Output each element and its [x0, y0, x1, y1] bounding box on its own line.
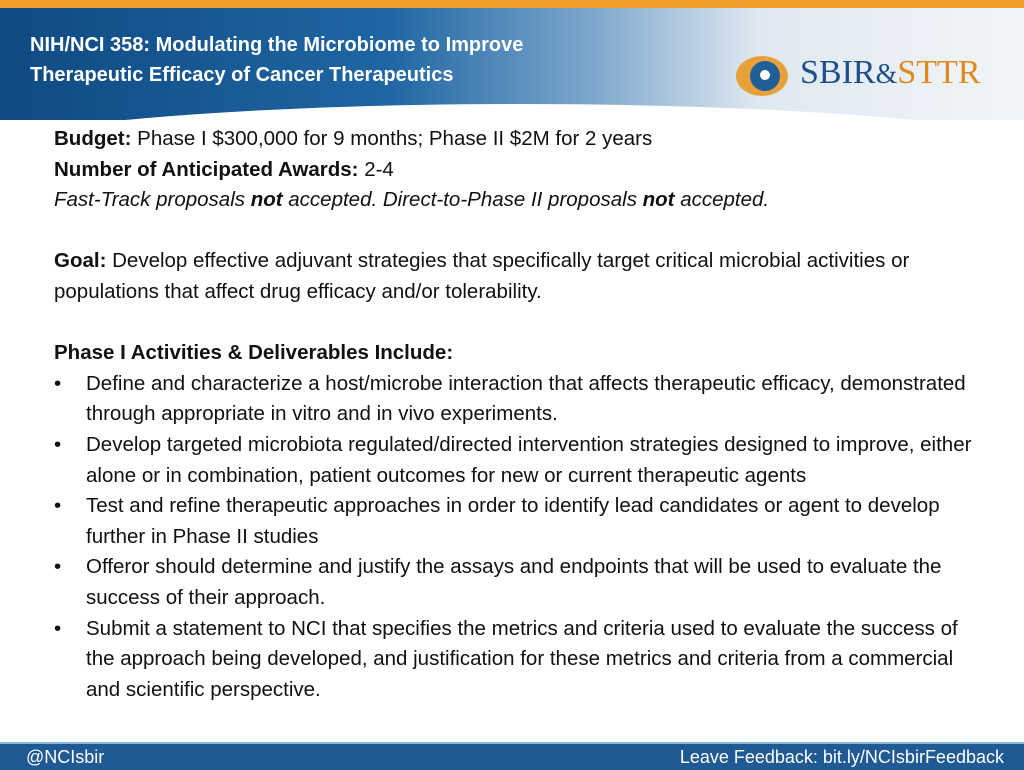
- twitter-handle: @NCIsbir: [26, 747, 105, 767]
- logo-swirl-icon: [736, 56, 788, 96]
- slide-title-line-1: NIH/NCI 358: Modulating the Microbiome to Improve: [30, 34, 524, 56]
- sbir-sttr-logo: [736, 52, 1016, 104]
- slide-body: [54, 124, 984, 705]
- slide-header: [0, 8, 1024, 120]
- list-item: [54, 491, 984, 552]
- list-item-text: Develop targeted microbiota regulated/directed intervention strategies designed to improve, either alone or in combination, patient outcomes for new or current therapeutic agents: [86, 432, 972, 487]
- bullet-icon: •: [54, 371, 62, 395]
- fasttrack-not-2: not: [642, 188, 675, 212]
- header-curve: [0, 104, 1024, 120]
- feedback-link[interactable]: Leave Feedback: bit.ly/NCIsbirFeedback: [679, 747, 1004, 767]
- fasttrack-line: [54, 185, 984, 216]
- awards-line: [54, 155, 984, 186]
- goal-label: Goal:: [54, 249, 107, 273]
- fasttrack-text-3: accepted.: [674, 188, 770, 212]
- list-item-text: Submit a statement to NCI that specifies the metrics and criteria used to evaluate the success of the approach being developed, and justification for these metrics and criteria from a commercial and scientific perspective.: [86, 616, 958, 701]
- phase1-list: [54, 369, 984, 706]
- awards-label: Number of Anticipated Awards:: [54, 157, 359, 181]
- slide-footer: [0, 742, 1024, 770]
- list-item-text: Test and refine therapeutic approaches in order to identify lead candidates or agent to develop further in Phase II studies: [86, 494, 940, 548]
- budget-line: [54, 124, 984, 155]
- bullet-icon: •: [54, 432, 62, 456]
- list-item: [54, 614, 984, 706]
- logo-sbir-text: SBIR: [800, 54, 876, 91]
- budget-text: Phase I $300,000 for 9 months; Phase II $2M for 2 years: [137, 127, 653, 150]
- awards-text: 2-4: [364, 157, 394, 181]
- list-item: [54, 552, 984, 613]
- fasttrack-text-2: accepted. Direct-to-Phase II proposals: [282, 188, 643, 212]
- list-item-text: Define and characterize a host/microbe interaction that affects therapeutic efficacy, demonstrated through appropriate in vitro and in vivo experiments.: [86, 371, 966, 426]
- slide-title: [30, 30, 630, 90]
- logo-sttr-text: STTR: [897, 54, 981, 91]
- goal-paragraph: [54, 246, 984, 307]
- list-item: [54, 369, 984, 430]
- bullet-icon: •: [54, 494, 62, 518]
- phase1-heading: Phase I Activities & Deliverables Include:: [54, 341, 454, 365]
- list-item: [54, 430, 984, 491]
- top-accent-bar: [0, 0, 1024, 8]
- slide-title-line-2: Therapeutic Efficacy of Cancer Therapeutics: [30, 64, 454, 86]
- fasttrack-text-1: Fast-Track proposals: [54, 188, 251, 212]
- fasttrack-not-1: not: [250, 188, 283, 212]
- list-item-text: Offeror should determine and justify the assays and endpoints that will be used to evaluate the success of their approach.: [86, 555, 942, 609]
- budget-label: Budget:: [54, 127, 132, 150]
- bullet-icon: •: [54, 555, 62, 579]
- goal-text: Develop effective adjuvant strategies that specifically target critical microbial activities or populations that affect drug efficacy and/or tolerability.: [54, 249, 910, 303]
- bullet-icon: •: [54, 616, 62, 640]
- logo-wordmark: [800, 54, 981, 92]
- logo-amp-text: &: [875, 59, 898, 90]
